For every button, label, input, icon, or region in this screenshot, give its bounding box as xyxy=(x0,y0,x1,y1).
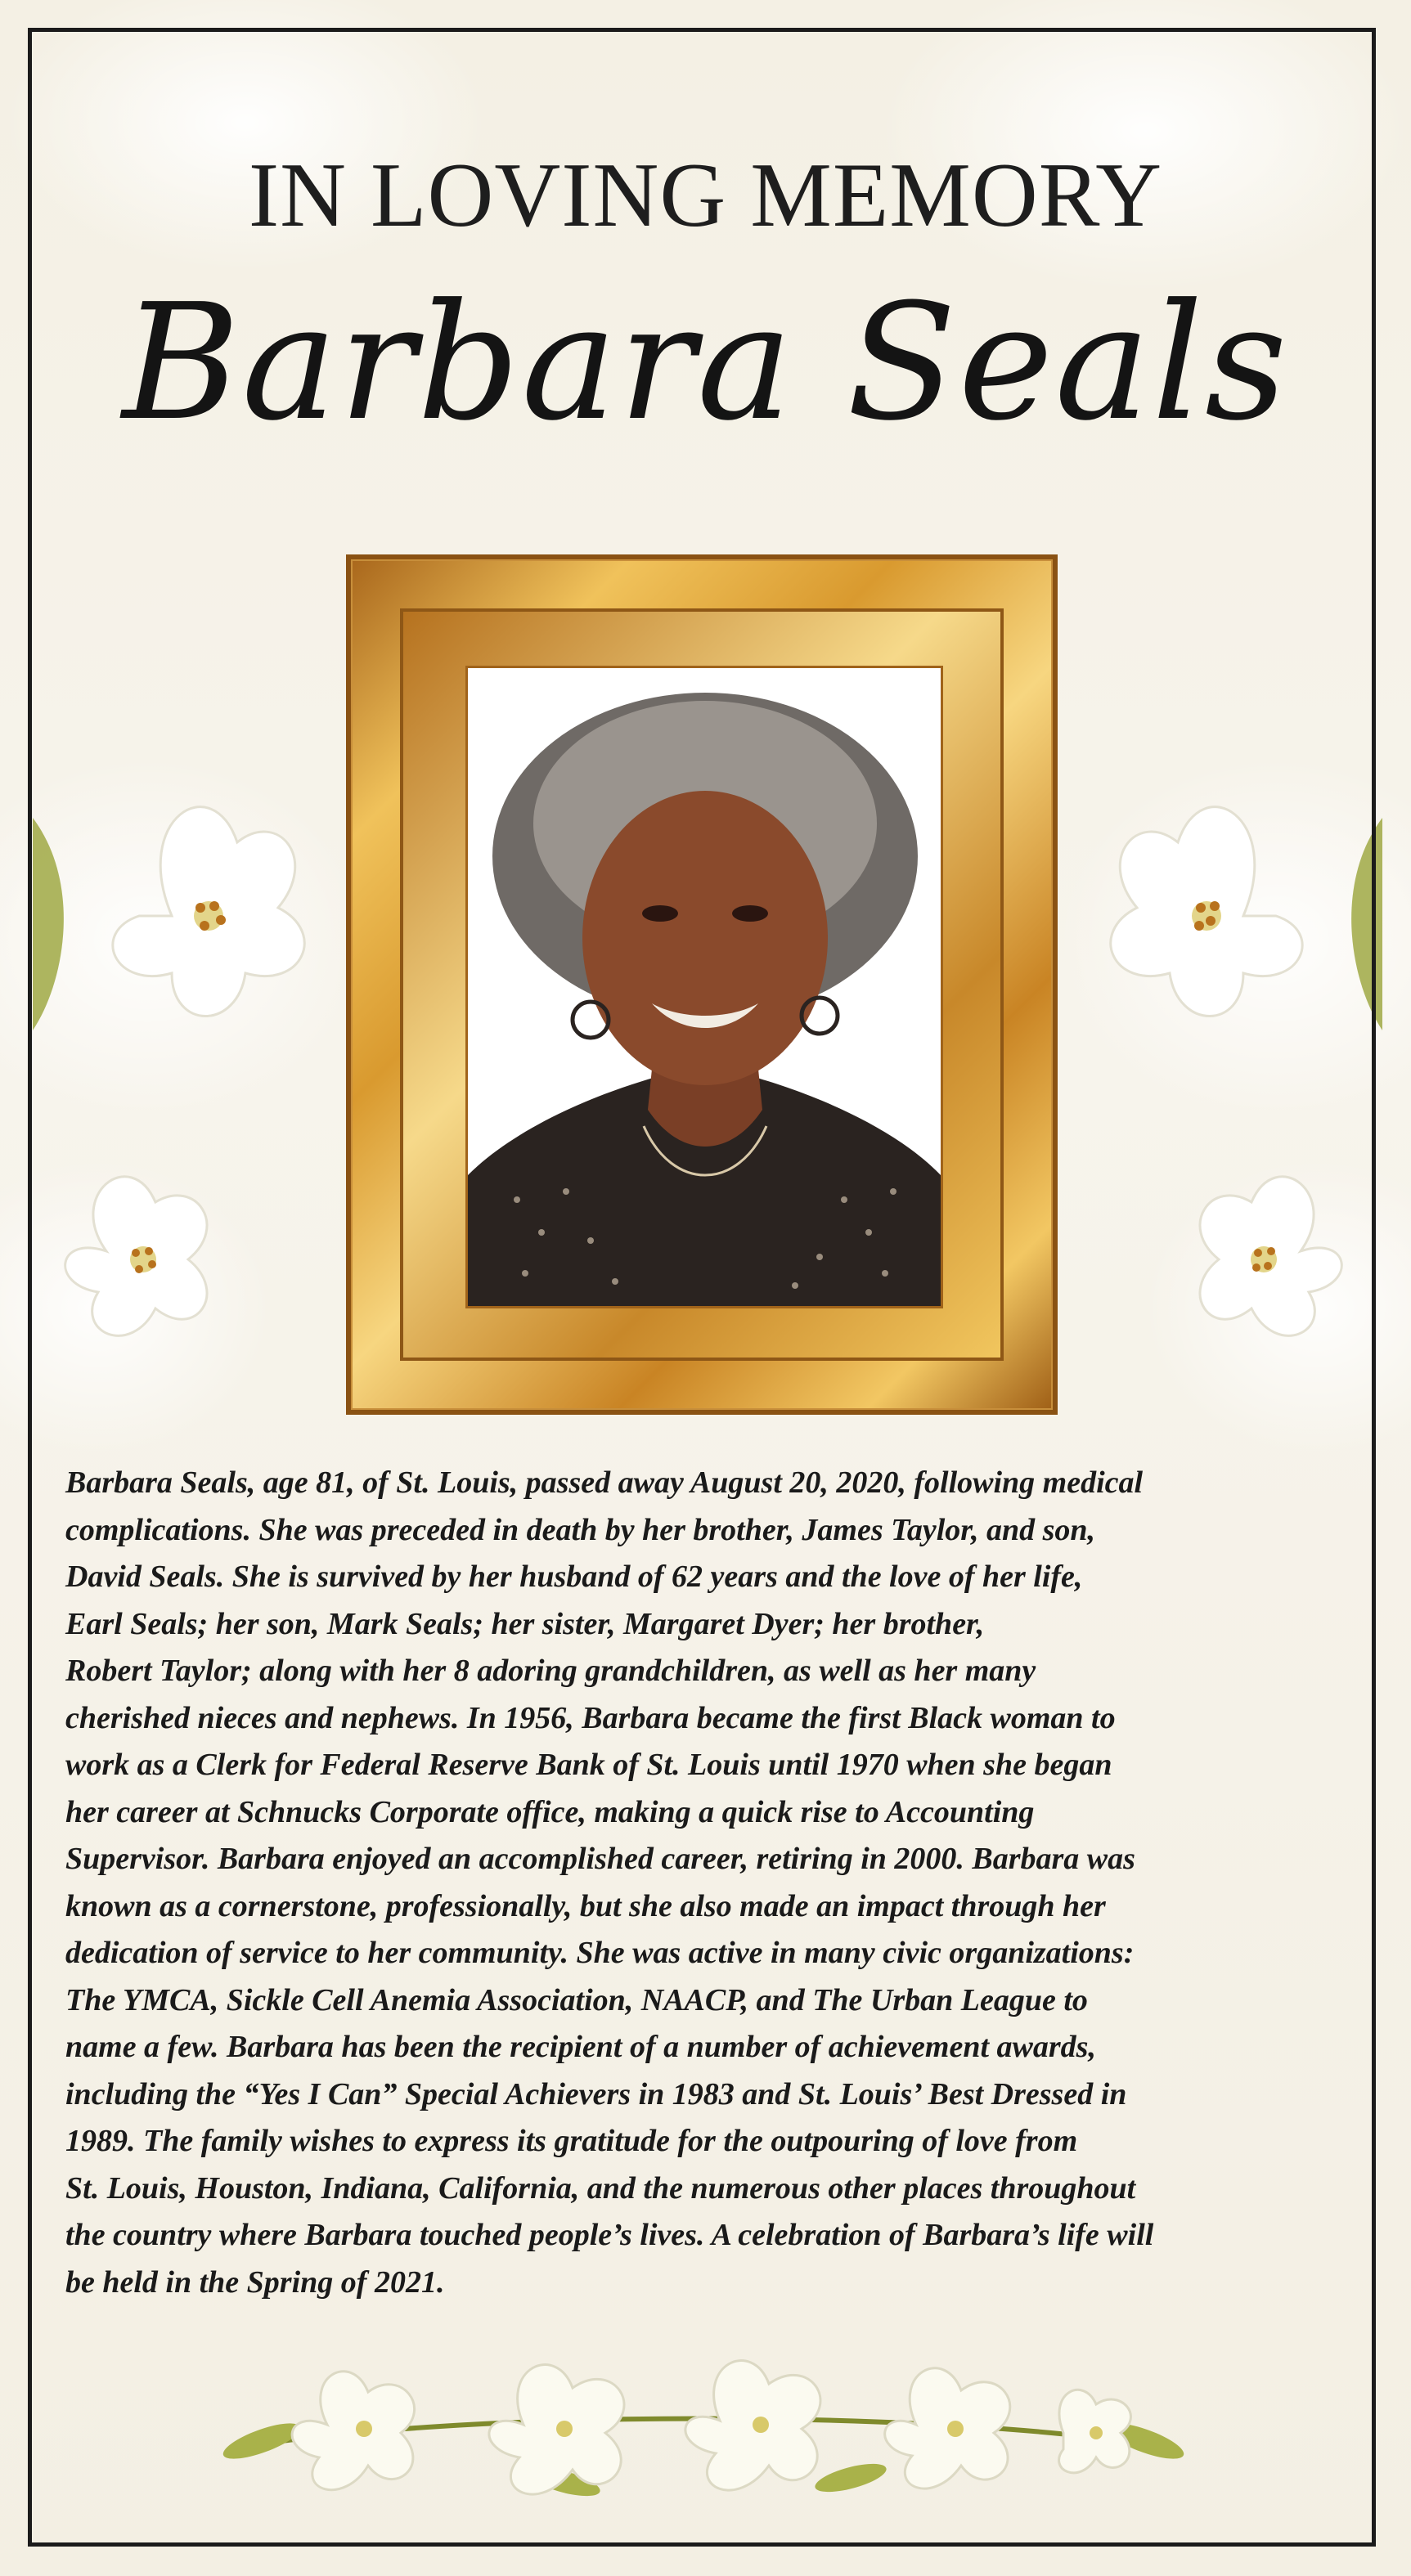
gold-frame xyxy=(346,554,1058,1415)
obituary-line: Robert Taylor; along with her 8 adoring grandchildren, as well as her many xyxy=(65,1654,1036,1688)
obituary-line: complications. She was preceded in death by her brother, James Taylor, and son, xyxy=(65,1512,1096,1547)
obituary-line: name a few. Barbara has been the recipient of a number of achievement awards, xyxy=(65,2030,1096,2064)
obituary-line: known as a cornerstone, professionally, but she also made an impact through her xyxy=(65,1888,1106,1923)
obituary-line: Supervisor. Barbara enjoyed an accomplished career, retiring in 2000. Barbara was xyxy=(65,1842,1135,1876)
obituary-line: The YMCA, Sickle Cell Anemia Association, NAACP, and The Urban League to xyxy=(65,1982,1088,2017)
deceased-name: Barbara Seals xyxy=(122,270,1289,456)
portrait-photo xyxy=(465,666,943,1308)
obituary-line: Earl Seals; her son, Mark Seals; her sister, Margaret Dyer; her brother, xyxy=(65,1606,985,1641)
lily-garland-icon xyxy=(213,2327,1194,2531)
obituary-line: including the “Yes I Can” Special Achievers in 1983 and St. Louis’ Best Dressed in xyxy=(65,2076,1127,2112)
obituary-line: work as a Clerk for Federal Reserve Bank of St. Louis until 1970 when she began xyxy=(65,1748,1112,1782)
obituary-text xyxy=(65,1460,1358,2306)
portrait-illustration xyxy=(468,668,941,1306)
obituary-line: her career at Schnucks Corporate office, making a quick rise to Accounting xyxy=(65,1794,1035,1829)
obituary-line: David Seals. She is survived by her husband of 62 years and the love of her life, xyxy=(65,1560,1083,1594)
obituary-line: cherished nieces and nephews. In 1956, Barbara became the first Black woman to xyxy=(65,1700,1116,1735)
obituary-line: be held in the Spring of 2021. xyxy=(65,2264,445,2300)
obituary-line: Barbara Seals, age 81, of St. Louis, passed away August 20, 2020, following medical xyxy=(65,1465,1144,1500)
heading: IN LOVING MEMORY xyxy=(248,145,1163,246)
obituary-line: dedication of service to her community. She was active in many civic organizations: xyxy=(65,1936,1135,1970)
obituary-line: St. Louis, Houston, Indiana, California, and the numerous other places throughout xyxy=(65,2170,1136,2206)
obituary-line: 1989. The family wishes to express its gratitude for the outpouring of love from xyxy=(65,2124,1078,2158)
obituary-line: the country where Barbara touched people’s lives. A celebration of Barbara’s life will xyxy=(65,2218,1154,2252)
